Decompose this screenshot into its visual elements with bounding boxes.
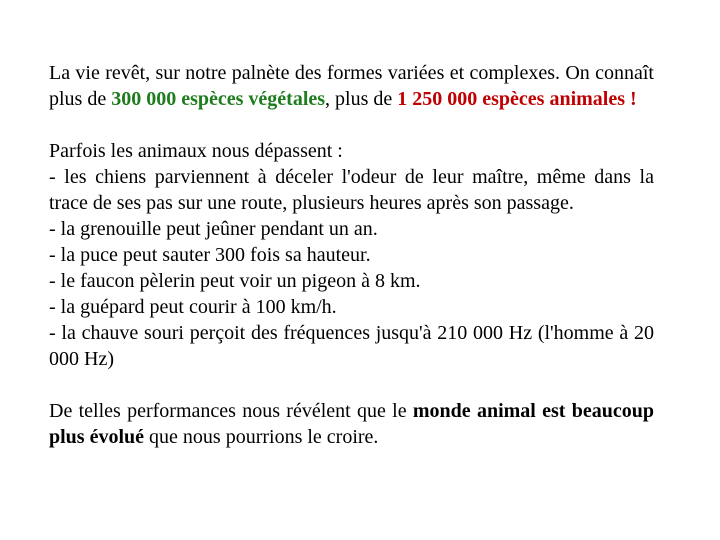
conclusion-paragraph <box>49 398 654 450</box>
fact-item: - le faucon pèlerin peut voir un pigeon à 8 km. <box>49 270 421 292</box>
intro-text-start: La vie revêt, sur notre palnète des formes variées et complexes. On connaît plus de <box>49 62 654 110</box>
fact-item: - la grenouille peut jeûner pendant un an. <box>49 218 378 240</box>
conclusion-emphasis: monde animal est beaucoup plus évolué <box>49 400 655 448</box>
intro-paragraph <box>49 60 654 112</box>
fact-item: - la puce peut sauter 300 fois sa hauteur. <box>49 244 371 266</box>
fact-item: - la chauve souri perçoit des fréquences jusqu'à 210 000 Hz (l'homme à 20 000 Hz) <box>49 322 654 370</box>
fact-item: - la guépard peut courir à 100 km/h. <box>49 296 337 318</box>
facts-heading: Parfois les animaux nous dépassent : <box>49 140 343 162</box>
conclusion-text-start: De telles performances nous révélent que le <box>49 400 413 422</box>
fact-item: - les chiens parviennent à déceler l'odeur de leur maître, même dans la trace de ses pas sur une route, plusieurs heures après son passage. <box>49 166 654 214</box>
plant-species-count: 300 000 espèces végétales <box>111 88 326 110</box>
slide-content <box>49 60 654 450</box>
conclusion-text-end: que nous pourrions le croire. <box>144 426 379 448</box>
facts-list <box>49 138 654 372</box>
animal-species-count: 1 250 000 espèces animales ! <box>397 88 637 110</box>
intro-text-middle: , plus de <box>325 88 398 110</box>
